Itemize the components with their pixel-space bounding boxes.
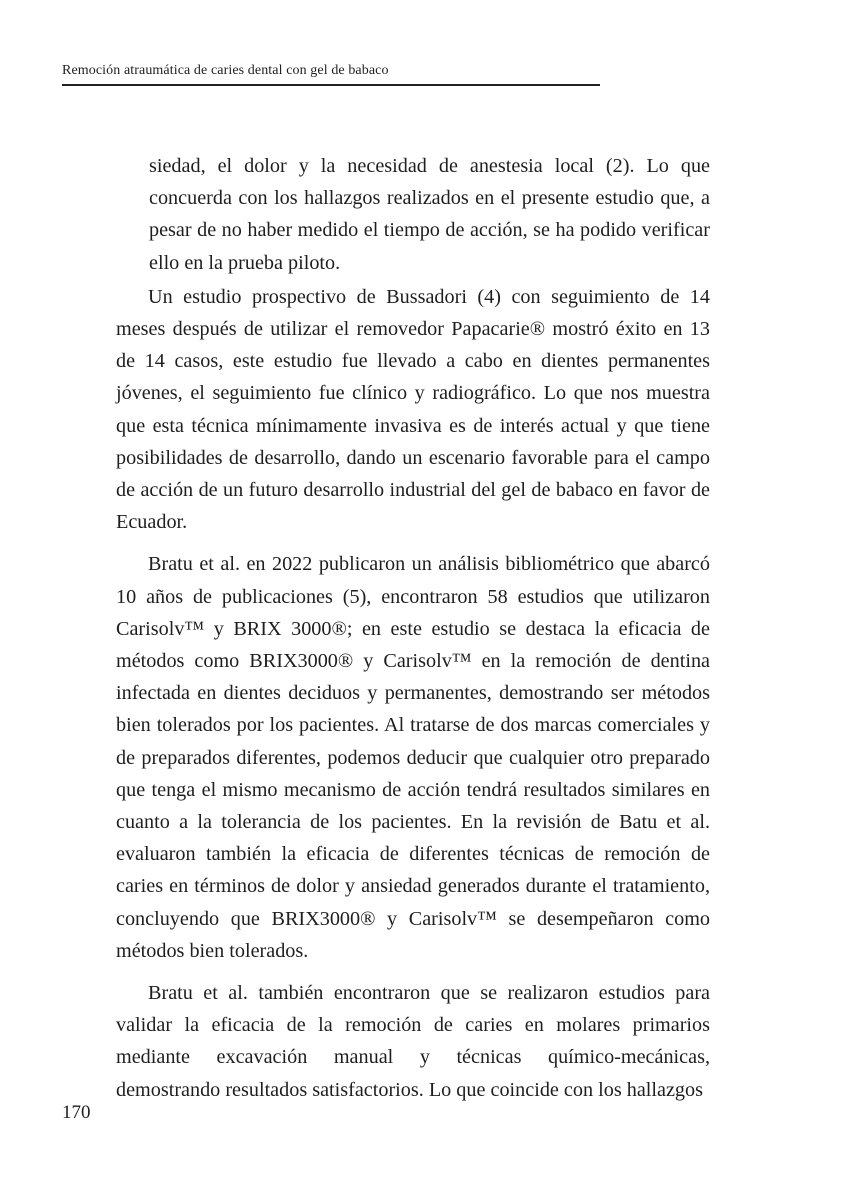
paragraph-bussadori: Un estudio prospectivo de Bussadori (4) con seguimiento de 14 meses después de utilizar el removedor Papacarie® mostró éxito en 13 de 14 casos, este estudio fue llevado a cabo en dientes permanentes jóvenes, el seguimiento fue clínico y radiográfico. Lo que nos muestra que esta técnica mínimamente invasiva es de interés actual y que tiene posibilidades de desarrollo, dando un escenario favorable para el campo de acción de un futuro desarrollo industrial del gel de babaco en favor de Ecuador. [116,285,710,534]
paragraph-bratu-bibliometric: Bratu et al. en 2022 publicaron un análisis bibliométrico que abarcó 10 años de publicaciones (5), encontraron 58 estudios que utilizaron Carisolv™ y BRIX 3000®; en este estudio se destaca la eficacia de métodos como BRIX3000® y Carisolv™ en la remoción de dentina infectada en dientes deciduos y permanentes, demostrando ser métodos bien tolerados por los pacientes. Al tratarse de dos marcas comerciales y de preparados diferentes, podemos deducir que cualquier otro preparado que tenga el mismo mecanismo de acción tendrá resultados similares en cuanto a la tolerancia de los pacientes. En la revisión de Batu et al. evaluaron también la eficacia de diferentes técnicas de remoción de caries en términos de dolor y ansiedad generados durante el tratamiento, concluyendo que BRIX3000® y Carisolv™ se desempeñaron como métodos bien tolerados. [116,553,710,962]
body-text [116,150,710,1106]
paragraph-bratu-molars: Bratu et al. también encontraron que se realizaron estudios para validar la eficacia de la remoción de caries en molares primarios mediante excavación manual y técnicas químico-mecánicas, demostrando resultados satisfactorios. Lo que coincide con los hallazgos [116,982,710,1101]
page-number: 170 [62,1102,91,1123]
paragraph-continuation: siedad, el dolor y la necesidad de anestesia local (2). Lo que concuerda con los hallazgos realizados en el presente estudio que, a pesar de no haber medido el tiempo de acción, se ha podido verificar ello en la prueba piloto. [149,155,710,274]
running-header [62,60,600,86]
running-title: Remoción atraumática de caries dental con gel de babaco [62,63,389,78]
